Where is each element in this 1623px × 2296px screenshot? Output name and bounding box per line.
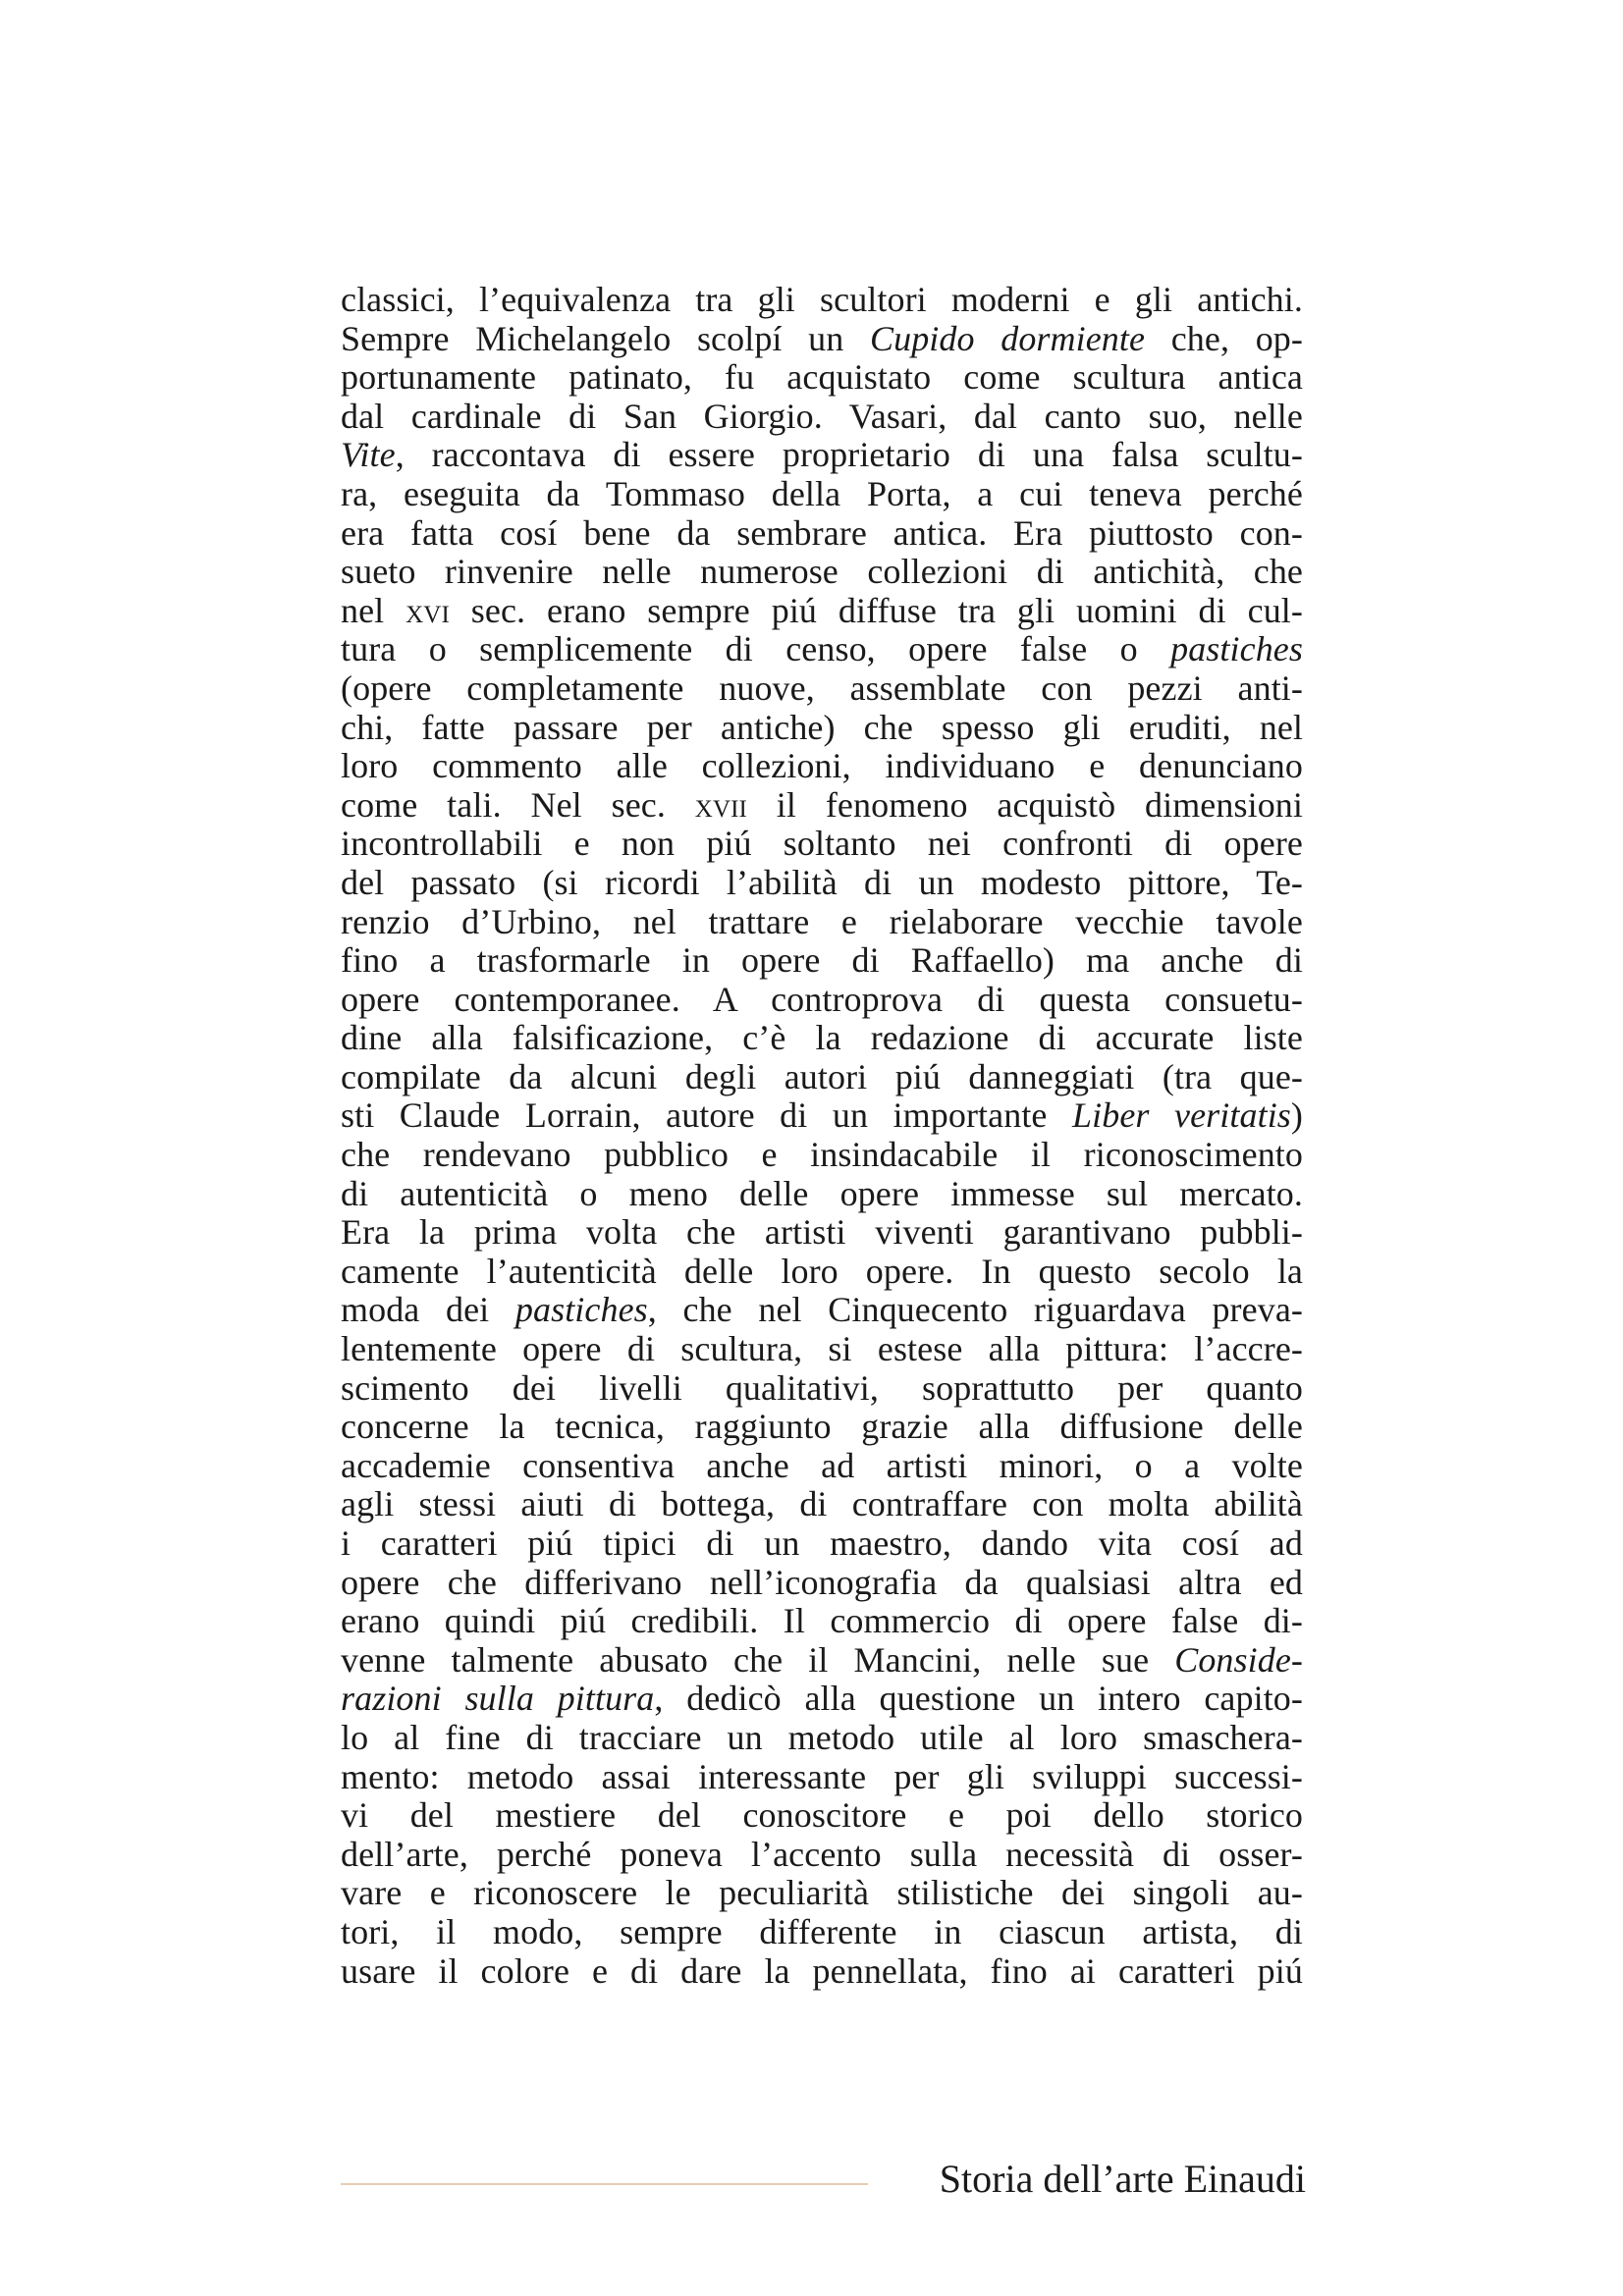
text-line [341,358,1303,398]
text-segment: moda dei [341,1290,515,1330]
text-segment: camente l’autenticità delle loro opere. In questo secolo la [341,1251,1303,1291]
text-line [341,436,1303,475]
text-segment: renzio d’Urbino, nel trattare e rielaborare vecchie tavole [341,901,1303,941]
text-line [341,1913,1303,1952]
text-line [341,903,1303,942]
text-line [341,747,1303,786]
text-line [341,1408,1303,1447]
text-line [341,1175,1303,1214]
footer-rule [341,2183,868,2185]
text-segment: il fenomeno acquistò dimensioni [746,784,1303,825]
text-segment: mento: metodo assai interessante per gli sviluppi successi- [341,1756,1303,1796]
text-line [341,1680,1303,1719]
text-segment: , raccontava di essere proprietario di una falsa scultu- [395,435,1303,475]
text-segment: come tali. Nel sec. [341,784,695,825]
text-line [341,941,1303,981]
text-line [341,1213,1303,1253]
text-line [341,825,1303,864]
text-segment: nel [341,590,406,630]
text-segment: sueto rinvenire nelle numerose collezioni di antichità, che [341,552,1303,592]
text-line [341,630,1303,669]
text-segment: i caratteri piú tipici di un maestro, dando vita cosí ad [341,1523,1303,1563]
text-line [341,1602,1303,1641]
text-segment: erano quindi piú credibili. Il commercio di opere false di- [341,1601,1303,1641]
text-line [341,281,1303,320]
text-segment: scimento dei livelli qualitativi, soprattutto per quanto [341,1367,1303,1408]
text-line [341,1485,1303,1524]
text-segment: opere contemporanee. A controprova di questa consuetu- [341,979,1303,1019]
text-segment: fino a trasformarle in opere di Raffaello) ma anche di [341,940,1303,981]
text-line [341,864,1303,903]
text-line [341,1058,1303,1097]
text-line [341,786,1303,826]
text-segment: vi del mestiere del conoscitore e poi dello storico [341,1795,1303,1836]
text-line [341,1836,1303,1875]
text-segment: dell’arte, perché poneva l’accento sulla necessità di osser- [341,1834,1303,1874]
italic-segment: Liber veritatis [1072,1095,1291,1136]
text-line [341,1136,1303,1175]
text-line [341,709,1303,748]
text-segment: venne talmente abusato che il Mancini, nelle sue [341,1639,1175,1680]
text-line [341,592,1303,631]
text-line [341,1253,1303,1292]
text-line [341,1758,1303,1797]
text-segment: opere che differivano nell’iconografia da qualsiasi altra ed [341,1562,1303,1602]
text-segment: chi, fatte passare per antiche) che spesso gli eruditi, nel [341,707,1303,747]
text-segment: portunamente patinato, fu acquistato come scultura antica [341,357,1303,398]
text-line [341,1641,1303,1681]
text-line [341,1796,1303,1836]
text-segment: compilate da alcuni degli autori piú danneggiati (tra que- [341,1056,1303,1096]
footer-title: Storia dell’arte Einaudi [939,2157,1306,2201]
text-segment: , che nel Cinquecento riguardava preva- [647,1290,1303,1330]
text-line [341,553,1303,592]
text-segment: (opere completamente nuove, assemblate con pezzi anti- [341,667,1303,708]
text-segment: vare e riconoscere le peculiarità stilistiche dei singoli au- [341,1873,1303,1913]
text-segment: dal cardinale di San Giorgio. Vasari, dal canto suo, nelle [341,396,1303,436]
text-line [341,1369,1303,1409]
text-line [341,1096,1303,1136]
text-segment: Era la prima volta che artisti viventi garantivano pubbli- [341,1212,1303,1253]
text-line [341,1291,1303,1330]
text-segment: Sempre Michelangelo scolpí un [341,318,870,358]
text-segment: accademie consentiva anche ad artisti minori, o a volte [341,1445,1303,1485]
text-segment: agli stessi aiuti di bottega, di contraffare con molta abilità [341,1484,1303,1524]
text-segment: classici, l’equivalenza tra gli scultori moderni e gli antichi. [341,280,1303,319]
text-line [341,1719,1303,1758]
text-line [341,1330,1303,1369]
text-segment: ra, eseguita da Tommaso della Porta, a cui teneva perché [341,473,1303,513]
text-line [341,1564,1303,1603]
text-line [341,1447,1303,1486]
text-line [341,514,1303,554]
text-line [341,320,1303,359]
text-line [341,475,1303,514]
text-segment: lo al fine di tracciare un metodo utile al loro smaschera- [341,1717,1303,1757]
text-segment: concerne la tecnica, raggiunto grazie alla diffusione delle [341,1407,1303,1447]
text-segment: ) [1290,1095,1304,1136]
text-segment: loro commento alle collezioni, individuano e denunciano [341,746,1303,786]
italic-segment: pastiches [1170,629,1303,669]
italic-segment: razioni sulla pittura [341,1679,655,1719]
text-segment: sti Claude Lorrain, autore di un importante [341,1095,1073,1136]
text-segment: lentemente opere di scultura, si estese alla pittura: l’accre- [341,1329,1303,1369]
text-segment: , dedicò alla questione un intero capito- [654,1679,1303,1719]
italic-segment: Cupido dormiente [869,318,1146,358]
text-segment: era fatta cosí bene da sembrare antica. Era piuttosto con- [341,512,1303,553]
italic-segment: Vite [341,435,396,475]
text-line [341,1019,1303,1058]
text-segment: incontrollabili e non piú soltanto nei confronti di opere [341,824,1303,864]
body-text [341,281,1303,1991]
text-line [341,1952,1303,1992]
text-segment: tori, il modo, sempre differente in ciascun artista, di [341,1911,1303,1951]
text-line [341,1524,1303,1564]
text-line [341,1874,1303,1913]
text-line [341,981,1303,1020]
text-segment: che rendevano pubblico e insindacabile il riconoscimento [341,1135,1303,1175]
text-segment: sec. erano sempre piú diffuse tra gli uomini di cul- [449,590,1303,630]
text-segment: di autenticità o meno delle opere immesse sul mercato. [341,1173,1303,1213]
text-segment: usare il colore e di dare la pennellata, fino ai caratteri piú [341,1950,1303,1991]
text-segment: dine alla falsificazione, c’è la redazione di accurate liste [341,1018,1303,1058]
text-segment: del passato (si ricordi l’abilità di un modesto pittore, Te- [341,862,1303,902]
italic-segment: Conside- [1174,1639,1303,1680]
text-line [341,398,1303,437]
text-segment: che, op- [1145,318,1303,358]
italic-segment: pastiches [514,1290,648,1330]
small-caps-segment: xvi [406,590,450,630]
small-caps-segment: xvii [694,784,747,825]
text-segment: tura o semplicemente di censo, opere false o [341,629,1171,669]
text-line [341,669,1303,709]
